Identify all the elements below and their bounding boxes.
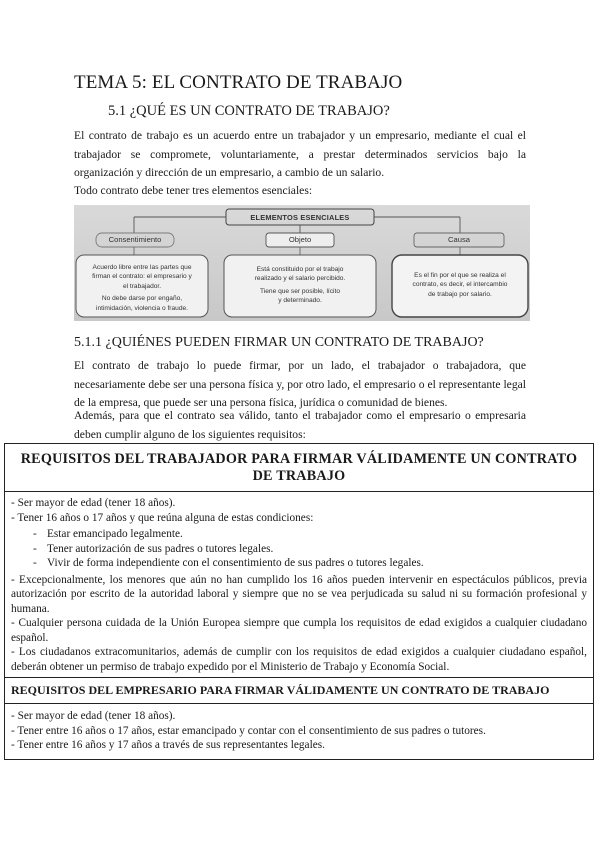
worker-req-line: - Excepcionalmente, los menores que aún no han cumplido los 16 años pueden intervenir en espectáculos públicos, previa autorización por escrito de la autoridad laboral y siempre que no se vea perjudicada su salud ni su formación profesional y humana. [11,573,587,615]
diagram-title: ELEMENTOS ESENCIALES [250,213,350,222]
employer-requirements-header: REQUISITOS DEL EMPRESARIO PARA FIRMAR VÁLIDAMENTE UN CONTRATO DE TRABAJO [5,677,593,704]
requirements-table [4,443,594,760]
employer-req-line: - Ser mayor de edad (tener 18 años). [11,710,176,723]
elements-intro-paragraph: Todo contrato debe tener tres elementos esenciales: [74,184,313,197]
list-item: - Tener autorización de sus padres o tutores legales. [33,542,587,557]
diagram-label-objeto: Objeto [288,235,312,244]
employer-req-line: - Tener entre 16 años o 17 años, estar emancipado y contar con el consentimiento de sus padres o tutores. [11,724,486,737]
employer-req-line: - Tener entre 16 años y 17 años a través de sus representantes legales. [11,739,325,752]
worker-requirements-body [5,492,593,677]
worker-req-line: - Tener 16 años o 17 años y que reúna alguna de estas condiciones: [11,511,314,524]
diagram-text-causa: Es el fin por el que se realiza el contrato, es decir, el intercambio de trabajo por salario. [412,272,508,298]
worker-req-line: - Ser mayor de edad (tener 18 años). [11,497,176,509]
list-item: - Estar emancipado legalmente. [33,527,587,542]
worker-req-line: - Cualquier persona cuidada de la Unión Europea siempre que cumpla los requisitos de edad exigidos a cualquier ciudadano español. [11,617,587,644]
diagram-label-causa: Causa [448,235,470,244]
worker-req-line: - Los ciudadanos extracomunitarios, además de cumplir con los requisitos de edad exigidos a cualquier ciudadano español, deberán obtener un permiso de trabajo expedido por el Ministerio de Trabajo y Economía Social. [11,646,587,673]
worker-requirements-header: REQUISITOS DEL TRABAJADOR PARA FIRMAR VÁLIDAMENTE UN CONTRATO DE TRABAJO [5,444,593,492]
worker-conditions-list [11,527,587,571]
who-can-sign-paragraph: El contrato de trabajo lo puede firmar, por un lado, el trabajador o trabajadora, que necesariamente debe ser una persona física y, por otro lado, el empresario o el representante legal de la empresa, que puede ser una persona física, jurídica o comunidad de bienes. [74,359,526,410]
definition-paragraph: El contrato de trabajo es un acuerdo entre un trabajador y un empresario, mediante el cual el trabajador se compromete, voluntariamente, a prestar determinados servicios bajo la organización y dirección de un empresario, a cambio de un salario. [74,129,526,180]
essential-elements-diagram [74,205,530,321]
diagram-text-consentimiento: Acuerdo libre entre las partes que firman el contrato: el empresario y el trabajador. No debe darse por engaño, intimidación, violencia o fraude. [92,264,192,312]
diagram-text-objeto: Está constituido por el trabajo realizado y el salario percibido. Tiene que ser posible, lícito y determinado. [254,266,346,305]
section-heading-5-1: 5.1 ¿QUÉ ES UN CONTRATO DE TRABAJO? [108,103,390,119]
employer-requirements-body [5,704,593,759]
section-heading-5-1-1: 5.1.1 ¿QUIÉNES PUEDEN FIRMAR UN CONTRATO DE TRABAJO? [74,335,484,350]
diagram-label-consentimiento: Consentimiento [108,235,162,244]
requirements-intro-paragraph: Además, para que el contrato sea válido, tanto el trabajador como el empresario o empresaria deben cumplir alguno de los siguientes requisitos: [74,409,526,441]
list-item: - Vivir de forma independiente con el consentimiento de sus padres o tutores legales. [33,556,587,571]
page-title: TEMA 5: EL CONTRATO DE TRABAJO [74,72,403,93]
